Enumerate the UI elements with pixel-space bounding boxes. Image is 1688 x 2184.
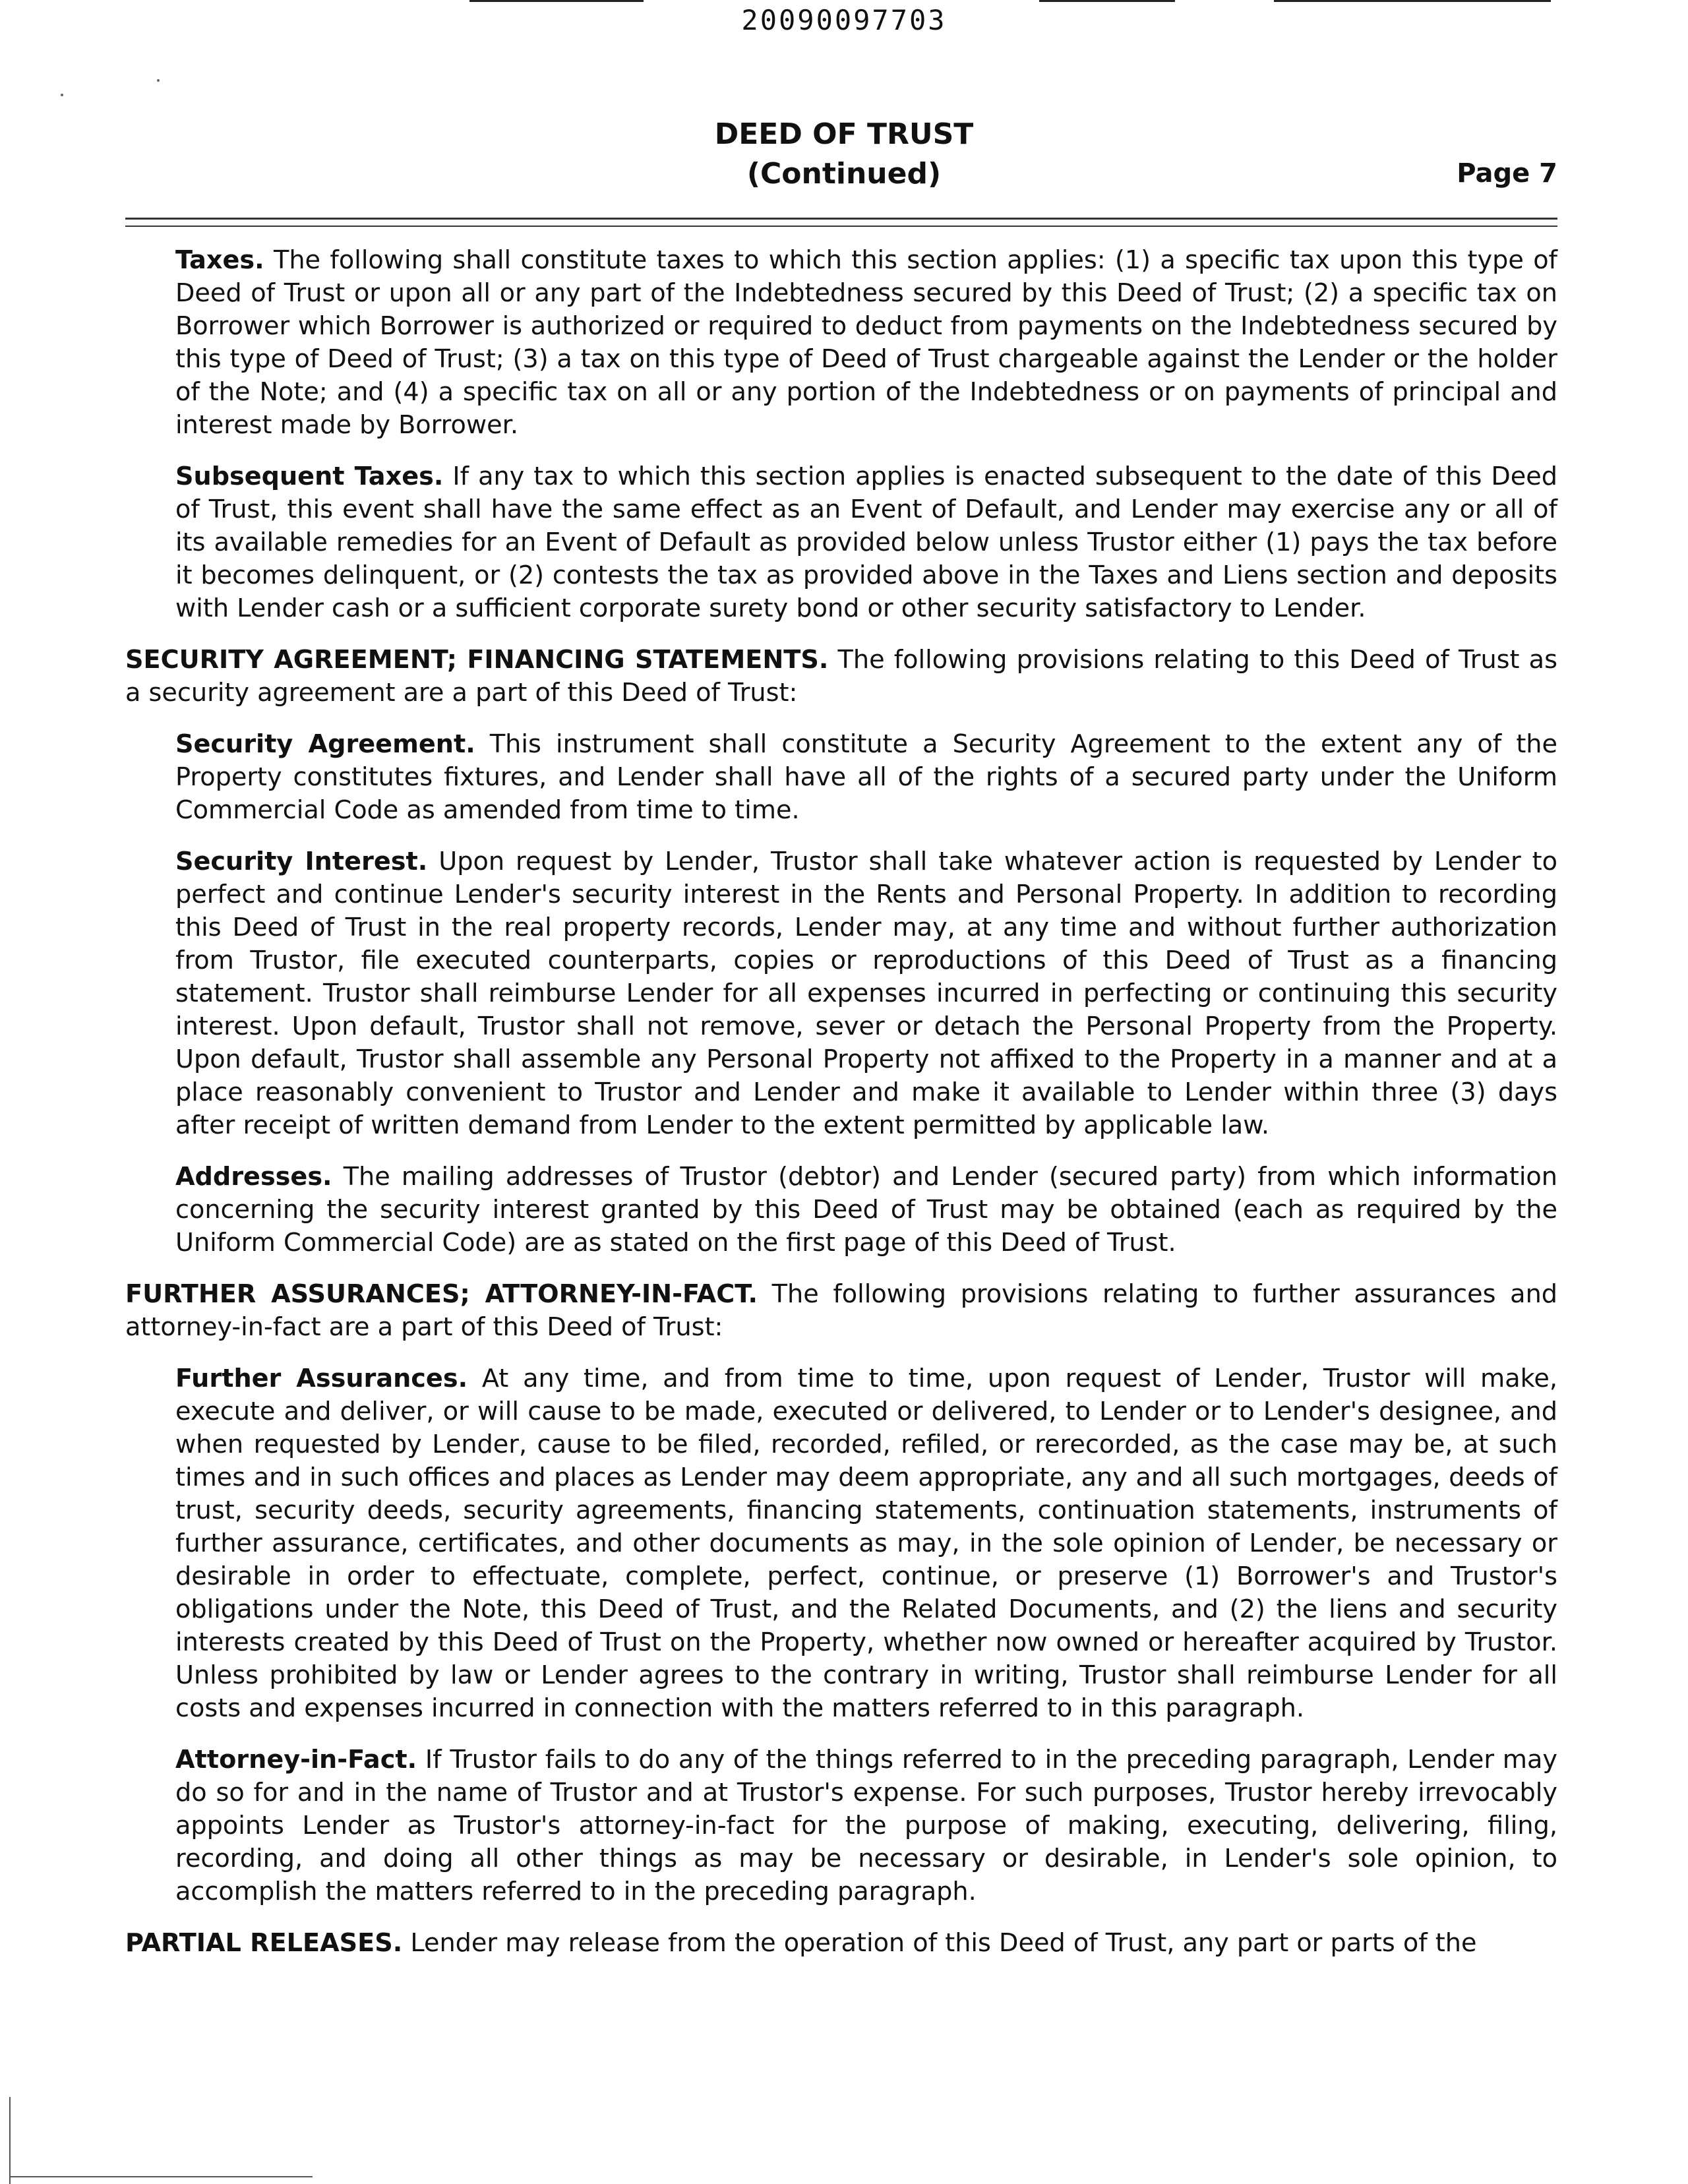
- paragraph-heading: Taxes.: [175, 246, 264, 275]
- page-number: Page 7: [1457, 158, 1557, 189]
- paragraph-text: The following shall constitute taxes to which this section applies: (1) a specific tax upon this type of Deed of Trust or upon all or any part of the Indebtedness secured by this Deed of Trust; (2) a specific tax on Borrower which Borrower is authorized or required to deduct from payments on the Indebtedness secured by this type of Deed of Trust; (3) a tax on this type of Deed of Trust chargeable against the Lender or the holder of the Note; and (4) a specific tax on all or any portion of the Indebtedness or on payments of principal and interest made by Borrower.: [175, 246, 1558, 440]
- paragraph-addresses: [175, 1161, 1557, 1259]
- paragraph-heading: Subsequent Taxes.: [175, 462, 444, 491]
- document-subtitle: (Continued): [746, 157, 942, 191]
- paragraph-text: If Trustor fails to do any of the things referred to in the preceding paragraph, Lender may do so for and in the name of Trustor and at Trustor's expense. For such purposes, Trustor hereby irrevocably appoints Lender as Trustor's attorney-in-fact for the purpose of making, executing, delivering, filing, recording, and doing all other things as may be necessary or desirable, in Lender's sole opinion, to accomplish the matters referred to in the preceding paragraph.: [175, 1745, 1557, 1906]
- scan-artifact-line: [1039, 0, 1175, 2]
- section-partial-releases: [125, 1927, 1557, 1960]
- section-heading: SECURITY AGREEMENT; FINANCING STATEMENTS.: [125, 646, 829, 675]
- scan-speck: [61, 94, 63, 96]
- paragraph-text: If any tax to which this section applies is enacted subsequent to the date of this Deed of Trust, this event shall have the same effect as an Event of Default, and Lender may exercise any or all of its available remedies for an Event of Default as provided below unless Trustor either (1) pays the tax before it becomes delinquent, or (2) contests the tax as provided above in the Taxes and Liens section and deposits with Lender cash or a sufficient corporate surety bond or other security satisfactory to Lender.: [175, 462, 1557, 623]
- paragraph-heading: Addresses.: [175, 1163, 332, 1192]
- section-text: The following provisions relating to further assurances and attorney-in-fact are a part of this Deed of Trust:: [125, 1280, 1558, 1342]
- scan-speck: [157, 79, 160, 82]
- paragraph-security-agreement: [175, 728, 1557, 827]
- scan-corner-mark: [9, 2097, 11, 2184]
- header-rule: [125, 218, 1557, 220]
- paragraph-subsequent-taxes: [175, 460, 1557, 625]
- section-heading: FURTHER ASSURANCES; ATTORNEY-IN-FACT.: [125, 1280, 758, 1309]
- section-text: The following provisions relating to this Deed of Trust as a security agreement are a part of this Deed of Trust:: [125, 646, 1557, 708]
- document-body: [125, 244, 1557, 1978]
- paragraph-heading: Further Assurances.: [175, 1364, 468, 1393]
- paragraph-attorney-in-fact: [175, 1744, 1557, 1908]
- paragraph-text: The mailing addresses of Trustor (debtor) and Lender (secured party) from which information concerning the security interest granted by this Deed of Trust may be obtained (each as required by the Uniform Commercial Code) are as stated on the first page of this Deed of Trust.: [175, 1163, 1558, 1258]
- document-title: DEED OF TRUST: [714, 117, 974, 151]
- section-heading: PARTIAL RELEASES.: [125, 1929, 403, 1958]
- paragraph-heading: Security Interest.: [175, 847, 428, 876]
- scan-artifact-line: [1274, 0, 1551, 2]
- section-further-assurances: [125, 1278, 1557, 1344]
- paragraph-taxes: [175, 244, 1557, 442]
- header-rule: [125, 226, 1557, 227]
- section-text: Lender may release from the operation of this Deed of Trust, any part or parts of the: [410, 1929, 1477, 1958]
- scan-artifact-line: [469, 0, 644, 2]
- recording-number: 20090097703: [741, 4, 947, 36]
- paragraph-text: At any time, and from time to time, upon request of Lender, Trustor will make, execute and deliver, or will cause to be made, executed or delivered, to Lender or to Lender's designee, and when requested by Lender, cause to be filed, recorded, refiled, or rerecorded, as the case may be, at such times and in such offices and places as Lender may deem appropriate, any and all such mortgages, deeds of trust, security deeds, security agreements, financing statements, continuation statements, instruments of further assurance, certificates, and other documents as may, in the sole opinion of Lender, be necessary or desirable in order to effectuate, complete, perfect, continue, or preserve (1) Borrower's and Trustor's obligations under the Note, this Deed of Trust, and the Related Documents, and (2) the liens and security interests created by this Deed of Trust on the Property, whether now owned or hereafter acquired by Trustor. Unless prohibited by law or Lender agrees to the contrary in writing, Trustor shall reimburse Lender for all costs and expenses incurred in connection with the matters referred to in this paragraph.: [175, 1364, 1557, 1723]
- paragraph-further-assurances: [175, 1362, 1557, 1725]
- paragraph-security-interest: [175, 845, 1557, 1142]
- paragraph-heading: Security Agreement.: [175, 730, 475, 759]
- paragraph-text: This instrument shall constitute a Security Agreement to the extent any of the Property constitutes fixtures, and Lender shall have all of the rights of a secured party under the Uniform Commercial Code as amended from time to time.: [175, 730, 1557, 825]
- section-security-agreement: [125, 644, 1557, 710]
- scan-corner-mark: [9, 2176, 313, 2177]
- paragraph-heading: Attorney-in-Fact.: [175, 1745, 417, 1774]
- paragraph-text: Upon request by Lender, Trustor shall take whatever action is requested by Lender to perfect and continue Lender's security interest in the Rents and Personal Property. In addition to recording this Deed of Trust in the real property records, Lender may, at any time and without further authorization from Trustor, file executed counterparts, copies or reproductions of this Deed of Trust as a financing statement. Trustor shall reimburse Lender for all expenses incurred in perfecting or continuing this security interest. Upon default, Trustor shall not remove, sever or detach the Personal Property from the Property. Upon default, Trustor shall assemble any Personal Property not affixed to the Property in a manner and at a place reasonably convenient to Trustor and Lender and make it available to Lender within three (3) days after receipt of written demand from Lender to the extent permitted by applicable law.: [175, 847, 1558, 1140]
